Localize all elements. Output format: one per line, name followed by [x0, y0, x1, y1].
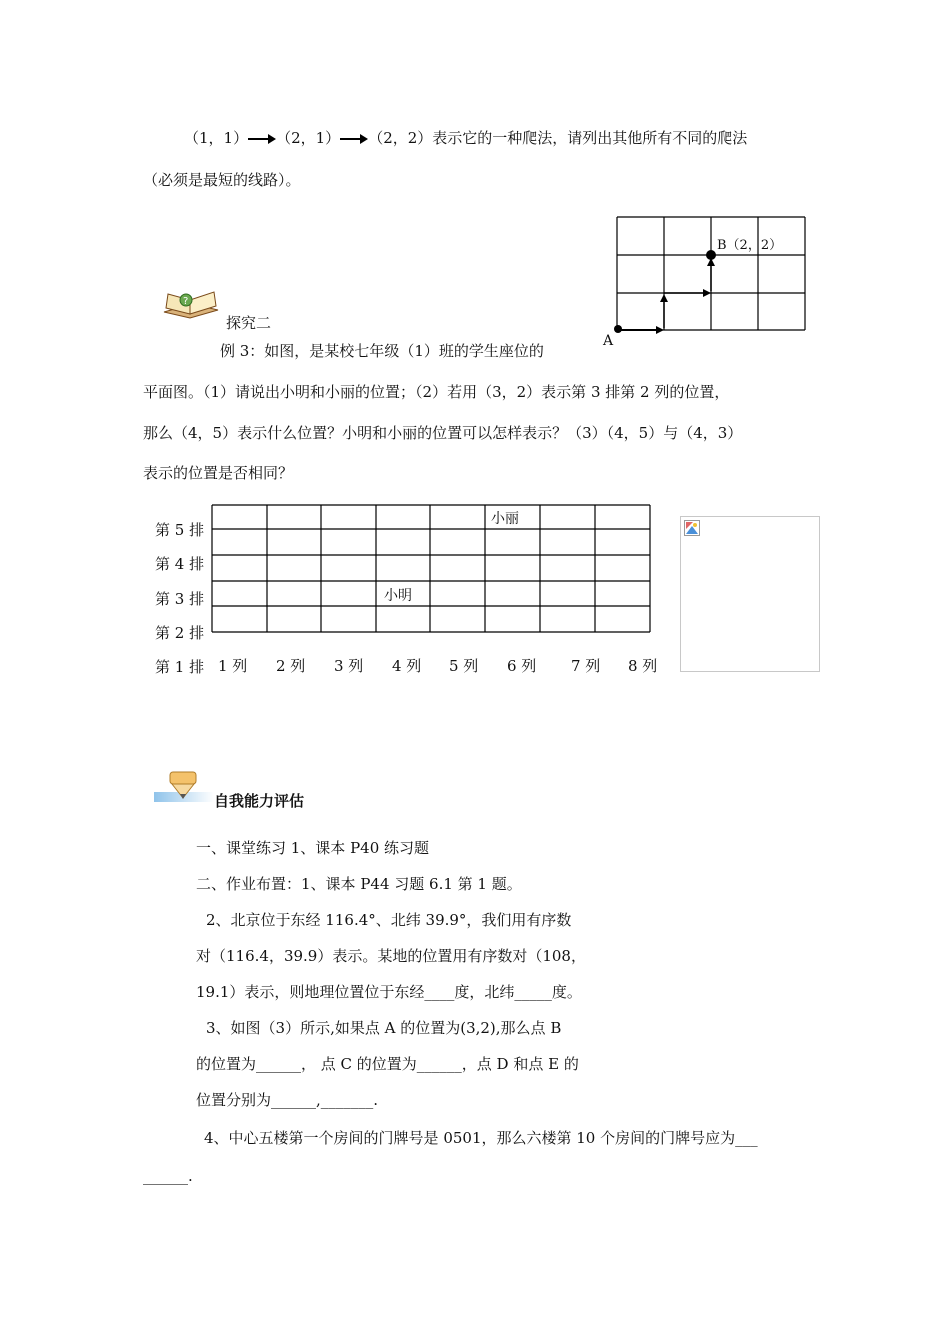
row-label: 第 4 排: [155, 555, 205, 573]
path-grid-figure: [600, 210, 815, 350]
col-label: 8 列: [628, 657, 658, 675]
col-label: 2 列: [276, 657, 306, 675]
self-eval-heading: 自我能力评估: [214, 792, 305, 810]
example3-line3: 那么（4，5）表示什么位置？小明和小丽的位置可以怎样表示？（3）（4，5）与（4，3）: [143, 424, 743, 442]
example3-line4: 表示的位置是否相同？: [143, 464, 294, 482]
col-label: 1 列: [218, 657, 248, 675]
row-label: 第 3 排: [155, 590, 205, 608]
question-3-line2: 的位置为______， 点 C 的位置为______，点 D 和点 E 的: [196, 1055, 579, 1073]
svg-text:?: ?: [183, 296, 189, 307]
label-a: A: [603, 333, 614, 349]
arrow-icon: [248, 133, 276, 145]
homework-1: 二、作业布置：1、课本 P44 习题 6.1 第 1 题。: [196, 875, 522, 893]
broken-image-icon: [684, 520, 700, 536]
arrow-icon: [340, 133, 368, 145]
col-label: 3 列: [334, 657, 364, 675]
seat-xiaoming: 小明: [384, 588, 412, 604]
section2-heading: 探究二: [226, 314, 272, 332]
point-1-1: （1，1）: [184, 129, 249, 147]
path-arrows: [614, 250, 716, 334]
exercise-1: 一、课堂练习 1、课本 P40 练习题: [196, 839, 430, 857]
col-label: 6 列: [507, 657, 537, 675]
col-label: 4 列: [392, 657, 422, 675]
label-b: B（2，2）: [717, 238, 783, 253]
example3-line1: 例 3：如图，是某校七年级（1）班的学生座位的: [220, 342, 544, 360]
para1-line1: [184, 128, 747, 148]
point-2-1: （2，1）: [276, 129, 341, 147]
question-2-line3: 19.1）表示，则地理位置位于东经____度，北纬_____度。: [196, 983, 582, 1001]
question-3-line1: 3、如图（3）所示,如果点 A 的位置为(3,2),那么点 B: [206, 1019, 562, 1037]
question-3-line3: 位置分别为______,_______.: [196, 1091, 379, 1109]
question-2-line1: 2、北京位于东经 116.4°、北纬 39.9°，我们用有序数: [206, 911, 572, 929]
point-2-2-text: （2，2）表示它的一种爬法，请列出其他所有不同的爬法: [368, 129, 748, 147]
row-label: 第 2 排: [155, 624, 205, 642]
pencil-icon: [154, 770, 214, 806]
question-4-line1: 4、中心五楼第一个房间的门牌号是 0501，那么六楼第 10 个房间的门牌号应为___: [204, 1129, 758, 1147]
col-label: 5 列: [449, 657, 479, 675]
image-placeholder: [680, 516, 820, 672]
row-label: 第 1 排: [155, 658, 205, 676]
point-b-dot: [706, 250, 716, 260]
question-2-line2: 对（116.4，39.9）表示。某地的位置用有序数对（108，: [196, 947, 586, 965]
seat-grid: [208, 500, 654, 640]
seat-xiaoli: 小丽: [491, 511, 519, 527]
book-icon: [162, 290, 220, 320]
question-4-line2: ______.: [143, 1167, 193, 1185]
row-label: 第 5 排: [155, 521, 205, 539]
example3-line2: 平面图。（1）请说出小明和小丽的位置；（2）若用（3，2）表示第 3 排第 2 列的位置，: [143, 383, 730, 401]
col-label: 7 列: [571, 657, 601, 675]
para1-line2: （必须是最短的线路）。: [143, 171, 301, 189]
